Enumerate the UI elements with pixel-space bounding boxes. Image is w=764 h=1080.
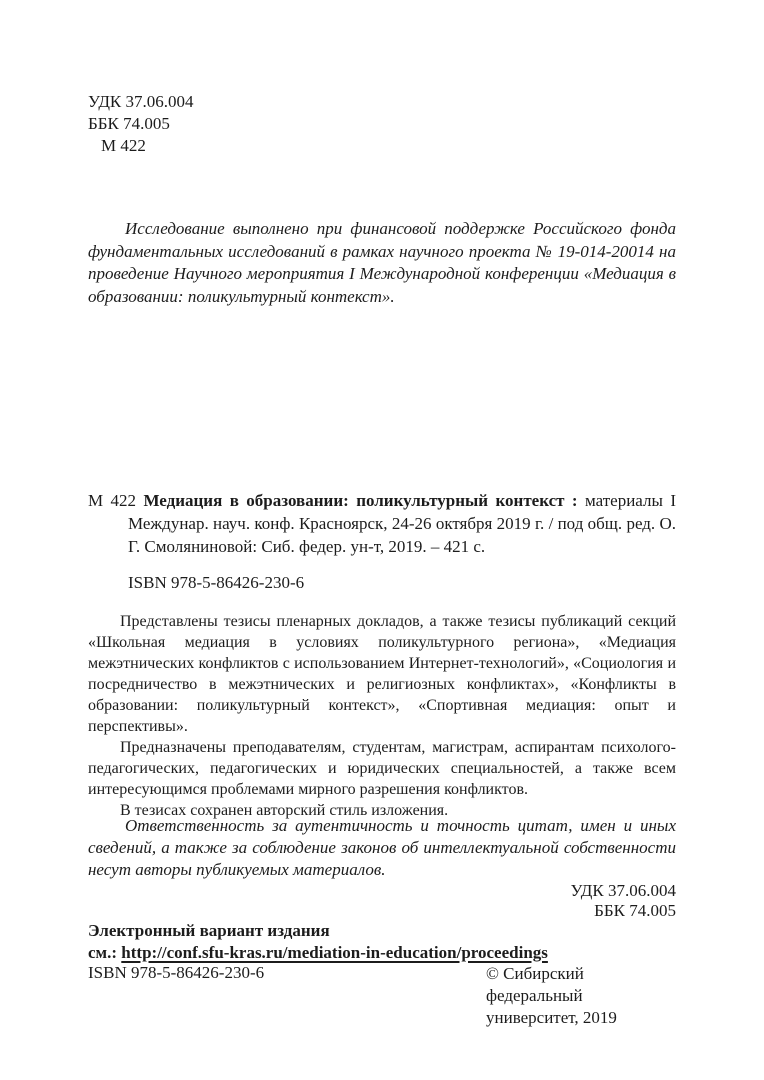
copyright-line2: университет, 2019 <box>486 1008 617 1027</box>
responsibility-note: Ответственность за аутентичность и точность цитат, имен и иных сведений, а также за соблюдение законов об интеллектуальной собственности несут авторы публикуемых материалов. <box>88 816 676 879</box>
bib-title: Медиация в образовании: поликультурный контекст : <box>143 491 578 510</box>
classification-codes-bottom <box>88 881 676 920</box>
see-prefix: см.: <box>88 942 122 962</box>
copyright-line1: © Сибирский федеральный <box>486 964 584 1005</box>
annotation-block <box>88 611 676 821</box>
electronic-edition-link-line <box>88 942 676 964</box>
bibliographic-entry <box>88 489 676 558</box>
bib-author-code: М 422 <box>88 491 144 510</box>
isbn-middle: ISBN 978-5-86426-230-6 <box>128 573 305 592</box>
bib-description: материалы I Междунар. науч. конф. Красноярск, 24-26 октября 2019 г. / под общ. ред. О. Г. Смоляниновой: Сиб. федер. ун-т, 2019. – 421 с. <box>128 491 676 556</box>
copyright-notice <box>486 963 676 1029</box>
electronic-edition-block <box>88 920 676 963</box>
classification-codes-top <box>88 0 676 157</box>
funding-note: Исследование выполнено при финансовой поддержке Российского фонда фундаментальных исследований в рамках научного проекта № 19-014-20014 на проведение Научного мероприятия I Международной конференции «Медиация в образовании: поликультурный контекст». <box>88 219 676 306</box>
udk-code-bottom: УДК 37.06.004 <box>570 881 676 900</box>
m-author-code-top: М 422 <box>101 136 146 155</box>
isbn-bottom: ISBN 978-5-86426-230-6 <box>88 963 265 982</box>
bbk-code-top: ББК 74.005 <box>88 114 170 133</box>
electronic-edition-heading: Электронный вариант издания <box>88 921 330 940</box>
annotation-style-note: В тезисах сохранен авторский стиль изложения. <box>120 802 449 819</box>
annotation-contents: Представлены тезисы пленарных докладов, а также тезисы публикаций секций «Школьная медиация в условиях поликультурного региона», «Медиация межэтнических конфликтов с использованием Интернет-технологий», «Социология и посредничество в межэтнических и религиозных конфликтах», «Конфликты в образовании: поликультурный контекст», «Спортивная медиация: опыт и перспективы». <box>88 613 676 735</box>
bottom-row <box>88 963 676 1029</box>
proceedings-link[interactable]: http://conf.sfu-kras.ru/mediation-in-education/proceedings <box>121 942 548 962</box>
annotation-audience: Предназначены преподавателям, студентам, магистрам, аспирантам психолого-педагогических, педагогических и юридических специальностей, а также всем интересующимся проблемами мирного разрешения конфликтов. <box>88 739 676 798</box>
udk-code-top: УДК 37.06.004 <box>88 92 194 111</box>
bbk-code-bottom: ББК 74.005 <box>594 900 676 920</box>
